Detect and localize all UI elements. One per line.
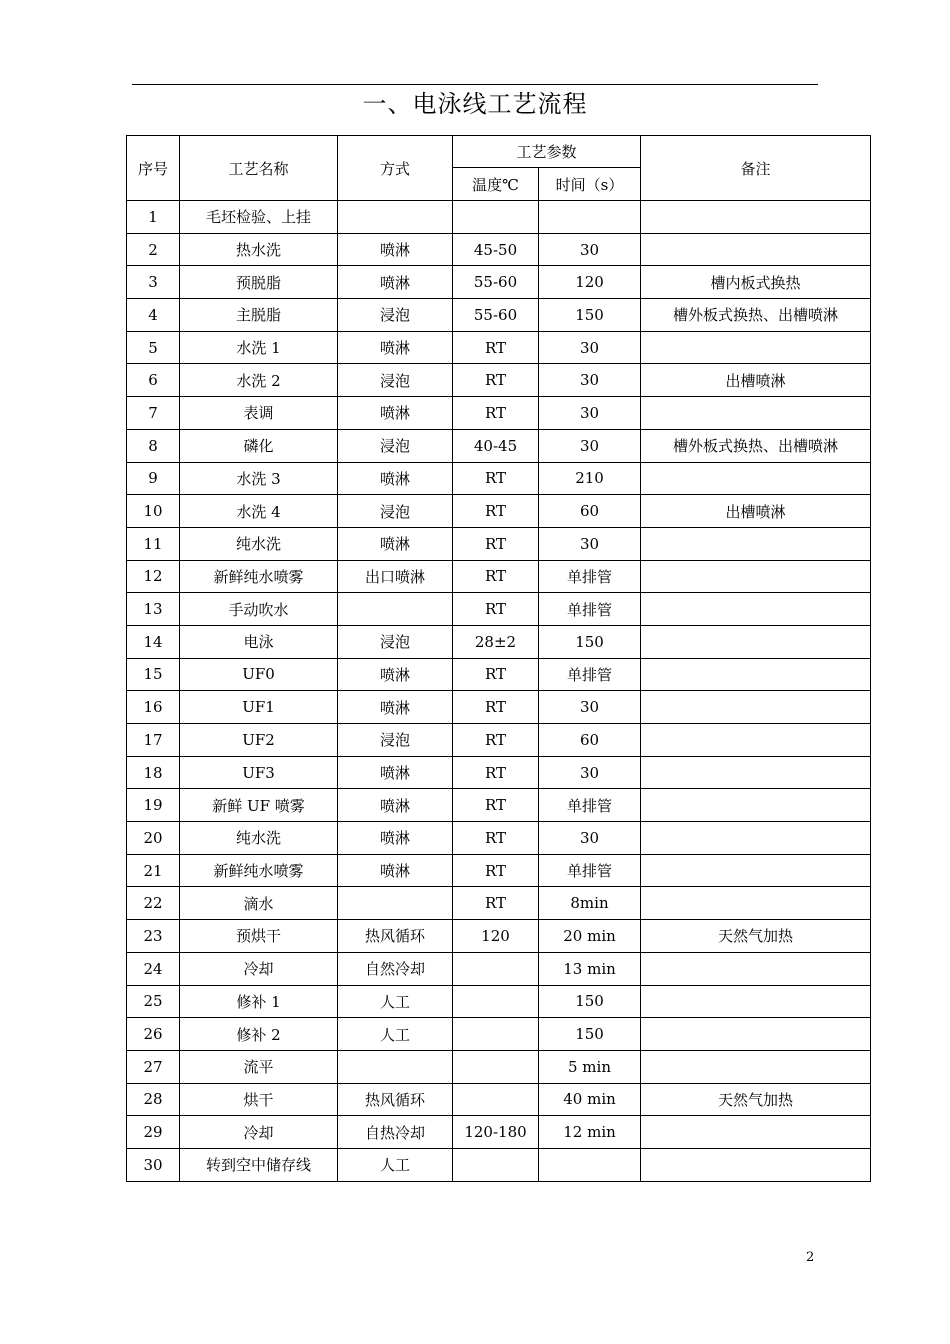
row-number: 20 [127, 822, 180, 855]
process-note: 出槽喷淋 [641, 364, 871, 397]
table-row [127, 1050, 871, 1083]
process-name: 纯水洗 [180, 527, 338, 560]
process-method: 热风循环 [338, 920, 453, 953]
process-name: 水洗 2 [180, 364, 338, 397]
process-name: 水洗 1 [180, 331, 338, 364]
process-time: 30 [539, 364, 641, 397]
row-number: 15 [127, 658, 180, 691]
process-temperature: 45-50 [453, 233, 539, 266]
process-name: 预脱脂 [180, 266, 338, 299]
table-row [127, 985, 871, 1018]
process-temperature: RT [453, 331, 539, 364]
process-name: UF3 [180, 756, 338, 789]
row-number: 3 [127, 266, 180, 299]
process-method: 浸泡 [338, 724, 453, 757]
process-note [641, 201, 871, 234]
process-time: 30 [539, 233, 641, 266]
table-header [127, 136, 871, 201]
row-number: 19 [127, 789, 180, 822]
process-method: 自然冷却 [338, 952, 453, 985]
process-temperature [453, 1050, 539, 1083]
process-note [641, 887, 871, 920]
process-note: 槽外板式换热、出槽喷淋 [641, 299, 871, 332]
header-seq: 序号 [127, 136, 180, 201]
process-time: 单排管 [539, 560, 641, 593]
process-name: 毛坯检验、上挂 [180, 201, 338, 234]
process-temperature: 55-60 [453, 299, 539, 332]
process-name: 滴水 [180, 887, 338, 920]
process-note: 出槽喷淋 [641, 495, 871, 528]
process-note [641, 854, 871, 887]
row-number: 11 [127, 527, 180, 560]
process-note: 槽内板式换热 [641, 266, 871, 299]
process-note: 天然气加热 [641, 920, 871, 953]
process-method [338, 593, 453, 626]
table-row [127, 822, 871, 855]
header-rule [132, 84, 818, 85]
process-name: 新鲜纯水喷雾 [180, 560, 338, 593]
row-number: 18 [127, 756, 180, 789]
process-method [338, 201, 453, 234]
process-time: 8min [539, 887, 641, 920]
row-number: 23 [127, 920, 180, 953]
row-number: 14 [127, 625, 180, 658]
process-time: 5 min [539, 1050, 641, 1083]
process-name: 转到空中储存线 [180, 1148, 338, 1181]
process-name: 水洗 3 [180, 462, 338, 495]
row-number: 24 [127, 952, 180, 985]
process-time: 30 [539, 331, 641, 364]
row-number: 2 [127, 233, 180, 266]
process-time: 单排管 [539, 789, 641, 822]
table-row [127, 429, 871, 462]
process-name: UF2 [180, 724, 338, 757]
process-temperature: RT [453, 495, 539, 528]
process-name: 流平 [180, 1050, 338, 1083]
process-temperature: RT [453, 397, 539, 430]
table-row [127, 756, 871, 789]
process-temperature: 28±2 [453, 625, 539, 658]
table-row [127, 789, 871, 822]
process-temperature [453, 985, 539, 1018]
process-temperature: 120-180 [453, 1116, 539, 1149]
header-temp: 温度℃ [453, 168, 539, 201]
process-note [641, 756, 871, 789]
process-temperature: RT [453, 593, 539, 626]
row-number: 25 [127, 985, 180, 1018]
table-row [127, 364, 871, 397]
process-note: 天然气加热 [641, 1083, 871, 1116]
process-temperature [453, 952, 539, 985]
process-time: 单排管 [539, 593, 641, 626]
process-time: 13 min [539, 952, 641, 985]
process-temperature: RT [453, 789, 539, 822]
process-note [641, 724, 871, 757]
table-row [127, 266, 871, 299]
table-row [127, 1148, 871, 1181]
process-note [641, 1148, 871, 1181]
process-method: 热风循环 [338, 1083, 453, 1116]
process-name: UF1 [180, 691, 338, 724]
process-note [641, 462, 871, 495]
row-number: 8 [127, 429, 180, 462]
process-temperature: RT [453, 756, 539, 789]
process-method: 人工 [338, 985, 453, 1018]
table-row [127, 691, 871, 724]
process-time [539, 1148, 641, 1181]
table-row [127, 397, 871, 430]
process-time: 30 [539, 756, 641, 789]
process-method: 喷淋 [338, 462, 453, 495]
process-name: 手动吹水 [180, 593, 338, 626]
process-time: 60 [539, 724, 641, 757]
process-temperature [453, 1148, 539, 1181]
process-time: 20 min [539, 920, 641, 953]
process-method: 人工 [338, 1148, 453, 1181]
process-method: 浸泡 [338, 364, 453, 397]
row-number: 5 [127, 331, 180, 364]
process-note [641, 789, 871, 822]
process-time: 30 [539, 822, 641, 855]
process-name: 新鲜 UF 喷雾 [180, 789, 338, 822]
process-note [641, 1050, 871, 1083]
row-number: 12 [127, 560, 180, 593]
table-row [127, 1018, 871, 1051]
row-number: 16 [127, 691, 180, 724]
process-name: 主脱脂 [180, 299, 338, 332]
process-temperature [453, 201, 539, 234]
row-number: 10 [127, 495, 180, 528]
process-time: 12 min [539, 1116, 641, 1149]
process-method: 自热冷却 [338, 1116, 453, 1149]
process-name: 纯水洗 [180, 822, 338, 855]
process-note [641, 1116, 871, 1149]
process-temperature: RT [453, 822, 539, 855]
process-temperature: RT [453, 724, 539, 757]
process-note [641, 397, 871, 430]
process-temperature: RT [453, 691, 539, 724]
process-method: 喷淋 [338, 331, 453, 364]
process-method: 喷淋 [338, 658, 453, 691]
row-number: 1 [127, 201, 180, 234]
row-number: 30 [127, 1148, 180, 1181]
process-method: 出口喷淋 [338, 560, 453, 593]
process-name: 热水洗 [180, 233, 338, 266]
process-time: 120 [539, 266, 641, 299]
process-temperature: RT [453, 527, 539, 560]
process-time: 150 [539, 299, 641, 332]
row-number: 28 [127, 1083, 180, 1116]
process-method: 喷淋 [338, 233, 453, 266]
process-method: 喷淋 [338, 756, 453, 789]
table-row [127, 1116, 871, 1149]
process-name: 电泳 [180, 625, 338, 658]
table-body [127, 201, 871, 1182]
process-time: 30 [539, 397, 641, 430]
process-temperature: RT [453, 854, 539, 887]
process-method: 浸泡 [338, 429, 453, 462]
table-row [127, 658, 871, 691]
table-row [127, 593, 871, 626]
header-time: 时间（s） [539, 168, 641, 201]
process-name: 表调 [180, 397, 338, 430]
table-row [127, 854, 871, 887]
process-temperature [453, 1018, 539, 1051]
table-row [127, 527, 871, 560]
process-method: 喷淋 [338, 527, 453, 560]
process-time: 30 [539, 527, 641, 560]
process-method: 喷淋 [338, 822, 453, 855]
process-temperature: RT [453, 560, 539, 593]
process-time: 单排管 [539, 854, 641, 887]
process-note [641, 952, 871, 985]
process-name: 烘干 [180, 1083, 338, 1116]
page-title: 一、电泳线工艺流程 [362, 90, 588, 118]
process-temperature: RT [453, 462, 539, 495]
table-row [127, 920, 871, 953]
process-method: 浸泡 [338, 625, 453, 658]
process-method: 浸泡 [338, 495, 453, 528]
table-row [127, 887, 871, 920]
process-name: 修补 1 [180, 985, 338, 1018]
process-temperature: 55-60 [453, 266, 539, 299]
process-time: 150 [539, 985, 641, 1018]
process-name: 新鲜纯水喷雾 [180, 854, 338, 887]
process-note [641, 527, 871, 560]
row-number: 9 [127, 462, 180, 495]
row-number: 7 [127, 397, 180, 430]
process-time: 30 [539, 429, 641, 462]
process-name: 冷却 [180, 952, 338, 985]
process-name: 预烘干 [180, 920, 338, 953]
process-method [338, 887, 453, 920]
process-method: 喷淋 [338, 854, 453, 887]
process-method: 人工 [338, 1018, 453, 1051]
row-number: 26 [127, 1018, 180, 1051]
process-name: 修补 2 [180, 1018, 338, 1051]
table-row [127, 495, 871, 528]
process-name: 磷化 [180, 429, 338, 462]
process-note [641, 625, 871, 658]
process-method: 喷淋 [338, 789, 453, 822]
process-note [641, 1018, 871, 1051]
process-method: 喷淋 [338, 397, 453, 430]
table-row [127, 952, 871, 985]
row-number: 13 [127, 593, 180, 626]
process-time: 150 [539, 625, 641, 658]
header-method: 方式 [338, 136, 453, 201]
process-method: 喷淋 [338, 266, 453, 299]
process-temperature: RT [453, 887, 539, 920]
process-note [641, 691, 871, 724]
header-name: 工艺名称 [180, 136, 338, 201]
process-name: 冷却 [180, 1116, 338, 1149]
header-params: 工艺参数 [453, 136, 641, 168]
process-time: 30 [539, 691, 641, 724]
table-row [127, 331, 871, 364]
process-note [641, 658, 871, 691]
process-time: 60 [539, 495, 641, 528]
process-temperature: RT [453, 658, 539, 691]
process-note [641, 560, 871, 593]
row-number: 17 [127, 724, 180, 757]
table-row [127, 1083, 871, 1116]
table-row [127, 201, 871, 234]
row-number: 27 [127, 1050, 180, 1083]
process-temperature [453, 1083, 539, 1116]
row-number: 6 [127, 364, 180, 397]
process-name: UF0 [180, 658, 338, 691]
process-note [641, 593, 871, 626]
table-row [127, 299, 871, 332]
process-temperature: RT [453, 364, 539, 397]
process-time: 150 [539, 1018, 641, 1051]
row-number: 29 [127, 1116, 180, 1149]
table-row [127, 560, 871, 593]
process-note [641, 985, 871, 1018]
page-number: 2 [806, 1250, 815, 1265]
process-note [641, 233, 871, 266]
process-table [126, 135, 871, 1182]
process-note: 槽外板式换热、出槽喷淋 [641, 429, 871, 462]
process-note [641, 331, 871, 364]
header-note: 备注 [641, 136, 871, 201]
process-temperature: 40-45 [453, 429, 539, 462]
process-time [539, 201, 641, 234]
process-method [338, 1050, 453, 1083]
row-number: 4 [127, 299, 180, 332]
process-time: 单排管 [539, 658, 641, 691]
process-time: 40 min [539, 1083, 641, 1116]
row-number: 22 [127, 887, 180, 920]
process-method: 浸泡 [338, 299, 453, 332]
table-row [127, 462, 871, 495]
table-row [127, 233, 871, 266]
table-row [127, 724, 871, 757]
table-row [127, 625, 871, 658]
row-number: 21 [127, 854, 180, 887]
process-note [641, 822, 871, 855]
process-name: 水洗 4 [180, 495, 338, 528]
process-time: 210 [539, 462, 641, 495]
process-temperature: 120 [453, 920, 539, 953]
process-method: 喷淋 [338, 691, 453, 724]
